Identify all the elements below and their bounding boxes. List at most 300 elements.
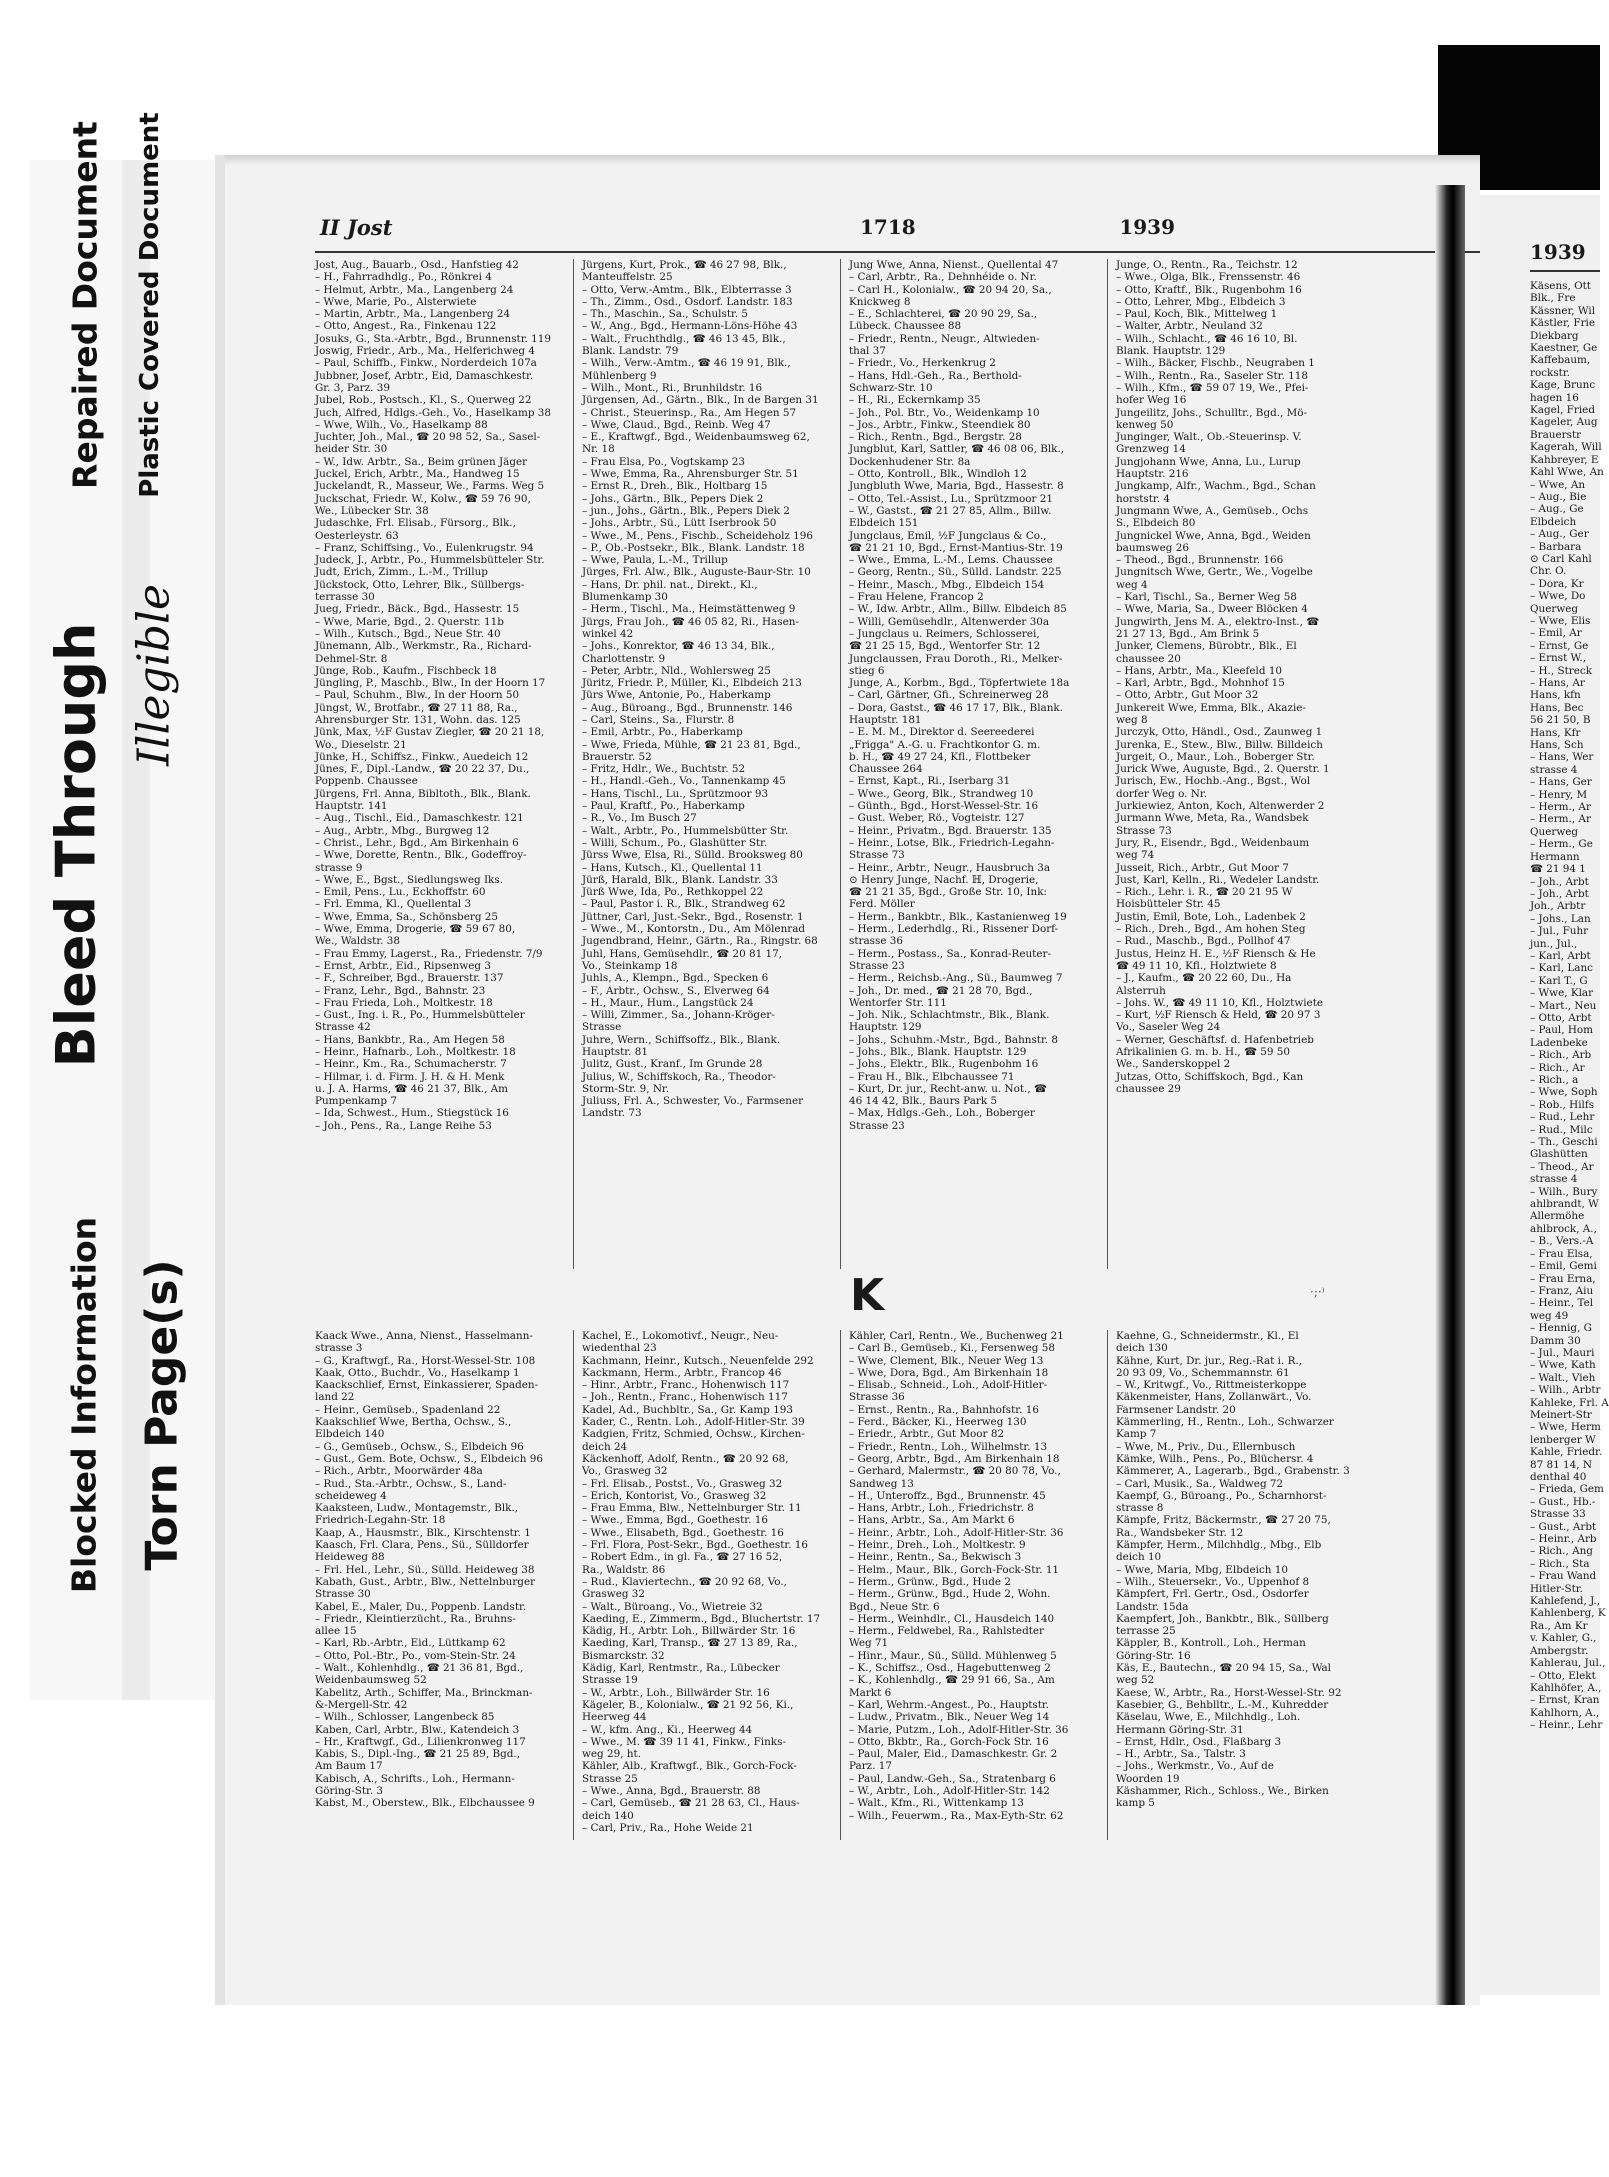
directory-entry: Kabisch, A., Schrifts., Loh., Hermann- xyxy=(315,1772,515,1785)
directory-entry: – Carl B., Gemüseb., Ki., Fersenweg 58 xyxy=(849,1342,1055,1355)
directory-entry: – Heinr., Dreh., Loh., Moltkestr. 9 xyxy=(849,1539,1026,1552)
facing-entry: – Dora, Kr xyxy=(1530,577,1584,590)
directory-entry: – W., Arbtr., Loh., Billwärder Str. 16 xyxy=(582,1686,770,1699)
directory-entry: – Carl, Musik., Sa., Waldweg 72 xyxy=(1116,1477,1284,1490)
directory-entry: Farmsener Landstr. 20 xyxy=(1116,1403,1236,1416)
directory-entry: – Helmut, Arbtr., Ma., Langenberg 24 xyxy=(315,283,514,296)
facing-entry: – Wwe, An xyxy=(1530,478,1586,491)
directory-entry: Elbdeich 151 xyxy=(849,517,919,530)
directory-entry: – Hans, Arbtr., Sa., Am Markt 6 xyxy=(849,1514,1015,1527)
directory-entry: – Paul, Pastor i. R., Blk., Strandweg 62 xyxy=(582,898,786,911)
directory-entry: – Wwe, Maria, Sa., Dweer Blöcken 4 xyxy=(1116,603,1308,616)
directory-entry: thal 37 xyxy=(849,345,886,358)
directory-entry: strasse 36 xyxy=(849,935,904,948)
directory-column xyxy=(582,1330,841,1840)
directory-entry: Elbdeich 140 xyxy=(315,1428,385,1441)
directory-entry: Dockenhudener Str. 8a xyxy=(849,455,971,468)
directory-entry: – Wwe, E., Bgst., Siedlungsweg Iks. xyxy=(315,873,503,886)
directory-entry: – Georg, Arbtr., Bgd., Am Birkenhain 18 xyxy=(849,1452,1060,1465)
directory-entry: – Rich., Arbtr., Moorwärder 48a xyxy=(315,1465,483,1478)
facing-entry: ☎ 21 94 1 xyxy=(1530,863,1586,876)
facing-page-entries xyxy=(1530,280,1609,1732)
directory-entry: Weg 71 xyxy=(849,1637,889,1650)
directory-entry: – Paul, Kraftf., Po., Haberkamp xyxy=(582,800,745,813)
directory-entry: Jueg, Friedr., Bäck., Bgd., Hassestr. 15 xyxy=(315,603,520,616)
facing-entry: – Rich., Arb xyxy=(1530,1049,1592,1062)
directory-entry: Grasweg 32 xyxy=(582,1588,646,1601)
directory-entry: dorfer Weg o. Nr. xyxy=(1116,787,1207,800)
directory-entry: Kaap, A., Hausmstr., Blk., Kirschtenstr. 1 xyxy=(315,1526,531,1539)
directory-entry: – Aug., Büroang., Bgd., Brunnenstr. 146 xyxy=(582,701,793,714)
directory-entry: – Otto, Angest., Ra., Finkenau 122 xyxy=(315,320,497,333)
directory-entry: – Johs., Blk., Blank. Hauptstr. 129 xyxy=(849,1046,1027,1058)
directory-entry: – Wwe, Claud., Bgd., Reinb. Weg 47 xyxy=(582,418,771,431)
directory-entry: – Wilh., Feuerwm., Ra., Max-Eyth-Str. 62 xyxy=(849,1809,1064,1822)
directory-entry: Wo., Dieselstr. 21 xyxy=(315,738,407,751)
directory-entry: – Wwe, M., Priv., Du., Ellernbusch xyxy=(1116,1440,1296,1453)
directory-entry: – Wwe, Wilh., Vo., Haselkamp 88 xyxy=(315,418,488,431)
directory-entry: Junge, A., Korbm., Bgd., Töpfertwiete 18a xyxy=(849,677,1070,690)
facing-entry: – Wwe, Soph xyxy=(1530,1086,1598,1099)
section-letter: K xyxy=(850,1270,885,1321)
directory-entry: deich 140 xyxy=(582,1809,634,1822)
facing-entry: Kahlefend, J., xyxy=(1530,1595,1601,1608)
directory-entry: Käppler, B., Kontroll., Loh., Herman xyxy=(1116,1637,1306,1650)
directory-entry: – Th., Zimm., Osd., Osdorf. Landstr. 183 xyxy=(582,295,793,308)
facing-entry: denthal 40 xyxy=(1530,1471,1587,1483)
directory-column xyxy=(582,259,841,1269)
facing-entry: Kaffebaum, xyxy=(1530,354,1591,367)
directory-entry: Jüngst, W., Brotfabr., ☎ 27 11 88, Ra., xyxy=(315,701,518,714)
directory-entry: Hauptstr. 81 xyxy=(582,1046,648,1058)
directory-entry: Jungblut, Karl, Sattler, ☎ 46 08 06, Blk., xyxy=(849,443,1065,456)
directory-entry: horststr. 4 xyxy=(1116,492,1170,505)
directory-entry: – Wwe, Maria, Mbg, Elbdeich 10 xyxy=(1116,1563,1289,1576)
directory-entry: Kädig, Karl, Rentmstr., Ra., Lübecker xyxy=(582,1662,780,1675)
facing-entry: Käsens, Ott xyxy=(1530,280,1591,292)
directory-entry: Kaeding, E., Zimmerm., Bgd., Bluchertstr. 17 xyxy=(582,1612,821,1625)
facing-entry: Hans, Kfr xyxy=(1530,726,1581,739)
directory-entry: ☎ 49 11 10, Kfl., Holztwiete 8 xyxy=(1116,959,1277,972)
directory-entry: 21 27 13, Bgd., Am Brink 5 xyxy=(1116,627,1260,640)
directory-entry: – Carl, Priv., Ra., Hohe Weide 21 xyxy=(582,1821,754,1834)
facing-entry: – Aug., Ge xyxy=(1530,503,1584,516)
directory-entry: – Heinr., Privatm., Bgd. Brauerstr. 135 xyxy=(849,824,1052,837)
directory-entry: – Friedr., Kleintierzücht., Ra., Bruhns- xyxy=(315,1612,516,1625)
directory-entry: – Herm., Grünw., Bgd., Hude 2 xyxy=(849,1575,1011,1588)
directory-entry: weg 29, ht. xyxy=(582,1748,641,1761)
directory-entry: – Heinr., Masch., Mbg., Elbdeich 154 xyxy=(849,578,1045,591)
directory-entry: – Heinr., Lotse, Blk., Friedrich-Legahn- xyxy=(849,836,1055,849)
directory-entry: – Frl. Flora, Post-Sekr., Bgd., Goethestr. 16 xyxy=(582,1539,809,1552)
directory-entry: Kämpfert, Frl. Gertr., Osd., Osdorfer xyxy=(1116,1588,1309,1601)
directory-entry: Strasse 23 xyxy=(849,1119,905,1132)
directory-entry: u. J. A. Harms, ☎ 46 21 37, Blk., Am xyxy=(315,1082,509,1095)
directory-entry: – Heinr., Arbtr., Loh., Adolf-Hitler-Str. 36 xyxy=(849,1526,1064,1539)
directory-entry: Charlottenstr. 9 xyxy=(582,652,666,665)
directory-entry: Ahrensburger Str. 131, Wohn. das. 125 xyxy=(315,713,521,726)
facing-entry: Kahleke, Frl. A xyxy=(1530,1396,1609,1409)
directory-entry: Grenzweg 14 xyxy=(1116,443,1186,456)
directory-entry: – E., Schlachterei, ☎ 20 90 29, Sa., xyxy=(849,308,1038,321)
directory-entry: – Johs. W., ☎ 49 11 10, Kfl., Holztwiete xyxy=(1116,996,1324,1009)
facing-entry: jun., Jul., xyxy=(1530,937,1578,950)
directory-entry: – P., Ob.-Postsekr., Blk., Blank. Landstr. 18 xyxy=(582,541,805,554)
directory-entry: – H., Arbtr., Sa., Talstr. 3 xyxy=(1116,1748,1246,1761)
directory-entry: Just, Karl, Kelln., Ri., Wedeler Landstr. xyxy=(1116,873,1320,886)
facing-entry: – Rich., Sta xyxy=(1530,1557,1590,1570)
directory-entry: – Joh., Rentn., Franc., Hohenwisch 117 xyxy=(582,1391,788,1404)
directory-entry: ☎ 21 21 10, Bgd., Ernst-Mantius-Str. 19 xyxy=(849,541,1063,554)
directory-entry: Parz. 17 xyxy=(849,1760,892,1773)
directory-entry: – Martin, Arbtr., Ma., Langenberg 24 xyxy=(315,308,511,321)
directory-entry: – Fritz, Hdlr., We., Buchtstr. 52 xyxy=(582,763,746,776)
directory-entry: – Otto, Tel.-Assist., Lu., Sprützmoor 21 xyxy=(849,492,1053,505)
directory-entry: Kaeding, Karl, Transp., ☎ 27 13 89, Ra., xyxy=(582,1637,798,1650)
directory-entry: – Otto, Lehrer, Mbg., Elbdeich 3 xyxy=(1116,295,1286,308)
directory-entry: Jünge, Rob., Kaufm., Fischbeck 18 xyxy=(315,664,497,677)
directory-entry: – Herm., Postass., Sa., Konrad-Reuter- xyxy=(849,947,1051,960)
directory-entry: – Karl, Tischl., Sa., Berner Weg 58 xyxy=(1116,591,1297,604)
facing-entry: – Ernst W., xyxy=(1530,652,1587,665)
directory-entry: – E. M. M., Direktor d. Seereederei xyxy=(849,726,1035,739)
directory-entry: Kachel, E., Lokomotivf., Neugr., Neu- xyxy=(582,1330,779,1342)
directory-entry: Kädig, H., Arbtr. Loh., Billwärder Str. 16 xyxy=(582,1625,796,1638)
directory-entry: – Frau Frieda, Loh., Moltkestr. 18 xyxy=(315,996,493,1009)
directory-entry: – Carl, Gemüseb., ☎ 21 28 63, Cl., Haus- xyxy=(582,1797,800,1810)
facing-entry: – Gust., Arbt xyxy=(1530,1520,1597,1533)
directory-entry: Schwarz-Str. 10 xyxy=(849,381,933,394)
directory-entry: – Karl, Arbtr., Bgd., Mohnhof 15 xyxy=(1116,677,1285,690)
facing-entry: Brauerstr xyxy=(1530,428,1582,441)
directory-entry: – Rud., Maschb., Bgd., Pollhof 47 xyxy=(1116,935,1291,948)
facing-entry: Kahlhorn, A., xyxy=(1530,1706,1600,1719)
directory-entry: – Hilmar, i. d. Firm. J. H. & H. Menk xyxy=(315,1070,505,1083)
facing-entry: Kästler, Frie xyxy=(1530,317,1596,330)
directory-entry: – G., Kraftwgf., Ra., Horst-Wessel-Str. 108 xyxy=(315,1354,536,1367)
directory-entry: – W., Arbtr., Loh., Adolf-Hitler-Str. 142 xyxy=(849,1784,1050,1797)
facing-page-year: 1939 xyxy=(1530,240,1586,264)
directory-entry: deich 130 xyxy=(1116,1342,1168,1355)
directory-entry: – Marie, Putzm., Loh., Adolf-Hitler-Str. 36 xyxy=(849,1723,1069,1736)
directory-entry: – Wwe, Dorette, Rentn., Blk., Godeffroy- xyxy=(315,849,527,862)
directory-entry: – F., Arbtr., Ochsw., S., Elverweg 64 xyxy=(582,984,770,997)
directory-entry: – Herm., Tischl., Ma., Heimstättenweg 9 xyxy=(582,603,796,616)
directory-entry: Jürss Wwe, Elsa, Ri., Sülld. Brooksweg 80 xyxy=(582,849,803,862)
facing-entry: Kahbreyer, E xyxy=(1530,453,1599,466)
facing-entry: – Hans, Ar xyxy=(1530,677,1585,689)
directory-entry: – Hinr., Maur., Sü., Sülld. Mühlenweg 5 xyxy=(849,1649,1057,1662)
facing-entry: – Paul, Hom xyxy=(1530,1024,1594,1037)
directory-entry: – Wwe., Elisabeth, Bgd., Goethestr. 16 xyxy=(582,1526,784,1539)
directory-entry: Kader, C., Rentn. Loh., Adolf-Hitler-Str. 39 xyxy=(582,1416,805,1429)
facing-entry: Glashütten xyxy=(1530,1148,1588,1161)
directory-entry: Kämmerer, A., Lagerarb., Bgd., Grabenstr. 3 xyxy=(1116,1465,1350,1478)
facing-entry: Hans, Sch xyxy=(1530,739,1584,752)
facing-entry: – Herm., Ar xyxy=(1530,801,1591,814)
directory-entry: Kaben, Carl, Arbtr., Blw., Katendeich 3 xyxy=(315,1723,520,1736)
directory-entry: – Frau Elsa, Po., Vogtskamp 23 xyxy=(582,455,745,468)
directory-entry: ☎ 21 21 35, Bgd., Große Str. 10, Ink: xyxy=(849,886,1048,899)
directory-entry: heider Str. 30 xyxy=(315,443,388,456)
directory-entry: Vo., Saseler Weg 24 xyxy=(1116,1021,1221,1034)
directory-entry: – Paul, Schuhm., Blw., In der Hoorn 50 xyxy=(315,689,520,702)
facing-entry: ahlbrock, A., xyxy=(1530,1222,1597,1235)
directory-entry: – Ferd., Bäcker, Ki., Heerweg 130 xyxy=(849,1416,1027,1429)
directory-entry: – Wwe, Marie, Po., Alsterwiete xyxy=(315,295,477,308)
facing-entry: – Aug., Bie xyxy=(1530,490,1587,503)
directory-entry: Lübeck. Chaussee 88 xyxy=(849,320,962,333)
directory-entry: – Herm., Weinhdlr., Cl., Hausdeich 140 xyxy=(849,1612,1055,1625)
directory-entry: – K., Kohlenhdlg., ☎ 29 91 66, Sa., Am xyxy=(849,1674,1055,1687)
directory-entry: Heideweg 88 xyxy=(315,1551,385,1564)
directory-entry: – Aug., Tischl., Eid., Damaschkestr. 121 xyxy=(315,812,524,825)
directory-entry: – Th., Maschin., Sa., Schulstr. 5 xyxy=(582,308,749,321)
facing-entry: ahlbrandt, W xyxy=(1530,1198,1599,1211)
directory-entry: Kähne, Kurt, Dr. jur., Reg.-Rat i. R., xyxy=(1116,1354,1303,1367)
directory-entry: – Frl. Hel., Lehr., Sü., Sülld. Heideweg 38 xyxy=(315,1563,535,1576)
directory-entry: Jungeilitz, Johs., Schulltr., Bgd., Mö- xyxy=(1116,406,1308,419)
directory-entry: Strasse 23 xyxy=(849,959,905,972)
directory-entry: Kaaksteen, Ludw., Montagemstr., Blk., xyxy=(315,1502,519,1515)
directory-entry: – Christ., Lehr., Bgd., Am Birkenhain 6 xyxy=(315,836,519,849)
directory-entry: – Hinr., Arbtr., Franc., Hohenwisch 117 xyxy=(582,1379,790,1392)
directory-entry: chaussee 29 xyxy=(1116,1082,1181,1095)
directory-column xyxy=(1116,1330,1375,1840)
directory-entry: – Ernst, Hdlr., Osd., Flaßbarg 3 xyxy=(1116,1735,1282,1748)
directory-entry: terrasse 30 xyxy=(315,591,375,604)
directory-entry: – Herm., Reichsb.-Ang., Sü., Baumweg 7 xyxy=(849,972,1063,985)
directory-entry: – Hans, Arbtr., Ma., Kleefeld 10 xyxy=(1116,664,1283,677)
directory-entry: Kaempf, G., Büroang., Po., Scharnhorst- xyxy=(1116,1489,1327,1502)
directory-entry: Kaack Wwe., Anna, Nienst., Hasselmann- xyxy=(315,1330,533,1342)
facing-entry: – Hans, Ger xyxy=(1530,776,1592,789)
directory-entry: Käselau, Wwe, E., Milchhdlg., Loh. xyxy=(1116,1711,1301,1724)
directory-entry: Kabst, M., Oberstew., Blk., Elbchaussee 9 xyxy=(315,1797,535,1810)
directory-entry: Wentorfer Str. 111 xyxy=(849,996,947,1009)
directory-entry: Nr. 18 xyxy=(582,443,615,456)
directory-entry: – K., Schiffsz., Osd., Hagebuttenweg 2 xyxy=(849,1662,1051,1675)
directory-entry: ☎ 21 25 15, Bgd., Wentorfer Str. 12 xyxy=(849,640,1041,653)
directory-entry: Jüttner, Carl, Just.-Sekr., Bgd., Rosenstr. 1 xyxy=(582,910,804,923)
directory-entry: Vo., Grasweg 32 xyxy=(582,1465,668,1478)
directory-entry: Blank. Landstr. 79 xyxy=(582,345,679,358)
label-blocked-information: Blocked Information xyxy=(64,1216,104,1594)
facing-entry: – Barbara xyxy=(1530,540,1582,553)
facing-entry: – Wwe, Elis xyxy=(1530,614,1591,627)
facing-header-rule xyxy=(1530,270,1600,272)
directory-entry: – F., Schreiber, Bgd., Brauerstr. 137 xyxy=(315,972,504,985)
directory-entry: – Wwe., M. ☎ 39 11 41, Finkw., Finks- xyxy=(582,1735,786,1748)
directory-entry: – Max, Hdlgs.-Geh., Loh., Boberger xyxy=(849,1107,1035,1120)
directory-entry: allee 15 xyxy=(315,1625,357,1638)
facing-entry: – Karl T., G xyxy=(1530,974,1588,987)
facing-entry: Ambergstr. xyxy=(1530,1644,1589,1657)
directory-entry: We., Waldstr. 38 xyxy=(315,935,400,948)
facing-entry: – Wwe, Herm xyxy=(1530,1421,1601,1434)
lower-entries xyxy=(315,1330,1375,1840)
facing-entry: – Mart., Neu xyxy=(1530,999,1597,1012)
directory-entry: We., Lübecker Str. 38 xyxy=(315,504,429,517)
directory-entry: – Wwe, Emma, Sa., Schönsberg 25 xyxy=(315,910,498,923)
directory-entry: – Paul, Schiffb., Finkw., Norderdeich 107a xyxy=(315,357,537,370)
directory-entry: Jückstock, Otto, Lehrer, Blk., Süllbergs- xyxy=(315,578,525,591)
facing-entry: – Heinr., Tel xyxy=(1530,1297,1594,1310)
directory-entry: – Kurt, Dr. jur., Recht-anw. u. Not., ☎ xyxy=(849,1082,1047,1095)
running-head: II Jost xyxy=(320,215,393,240)
directory-entry: Manteuffelstr. 25 xyxy=(582,271,673,284)
facing-entry: Blk., Fre xyxy=(1530,292,1576,305)
directory-entry: – Wwe., M., Pens., Fischb., Scheideholz 196 xyxy=(582,529,814,542)
directory-entry: – Wwe, Paula, L.-M., Trillup xyxy=(582,554,728,567)
facing-entry: – Jul., Mauri xyxy=(1530,1346,1595,1359)
directory-entry: Friedrich-Legahn-Str. 18 xyxy=(315,1514,446,1527)
directory-entry: – Wwe, Frieda, Mühle, ☎ 21 23 81, Bgd., xyxy=(582,738,801,751)
directory-entry: Juhre, Wern., Schiffsoffz., Blk., Blank. xyxy=(582,1033,781,1046)
directory-entry: Knickweg 8 xyxy=(849,295,911,308)
directory-entry: – Herm., Bankbtr., Blk., Kastanienweg 19 xyxy=(849,910,1067,923)
facing-entry: – Ernst, Kran xyxy=(1530,1694,1600,1707)
directory-entry: weg 74 xyxy=(1116,849,1155,862)
directory-entry: Kasebier, G., Behblltr., L.-M., Kuhredder xyxy=(1116,1698,1329,1711)
directory-entry: Landstr. 73 xyxy=(582,1107,642,1120)
directory-entry: Kähler, Carl, Rentn., We., Buchenweg 21 xyxy=(849,1330,1064,1342)
directory-entry: Kabath, Gust., Arbtr., Blw., Nettelnburger xyxy=(315,1575,536,1588)
directory-entry: – Paul, Koch, Blk., Mittelweg 1 xyxy=(1116,308,1278,321)
facing-entry: Diekbarg xyxy=(1530,329,1579,342)
directory-entry: – Wwe., M., Kontorstn., Du., Am Mölenrad xyxy=(582,923,806,936)
directory-entry: Jung Wwe, Anna, Nienst., Quellental 47 xyxy=(849,259,1059,271)
facing-entry: Elbdeich xyxy=(1530,515,1577,528)
directory-entry: – Helm., Maur., Blk., Gorch-Fock-Str. 11 xyxy=(849,1563,1060,1576)
directory-entry: – Otto, Kraftf., Blk., Rugenbohm 16 xyxy=(1116,283,1302,296)
directory-entry: – Hans, Arbtr., Loh., Friedrichstr. 8 xyxy=(849,1502,1034,1515)
directory-entry: Jünes, F., Dipl.-Landw., ☎ 20 22 37, Du., xyxy=(315,763,530,776)
directory-entry: – Gerhard, Malermstr., ☎ 20 80 78, Vo., xyxy=(849,1465,1061,1478)
facing-entry: – Herm., Ar xyxy=(1530,813,1591,826)
label-torn-pages: Torn Page(s) xyxy=(136,1259,188,1571)
directory-entry: Justin, Emil, Bote, Loh., Ladenbek 2 xyxy=(1116,910,1306,923)
directory-entry: Jürs Wwe, Antonie, Po., Haberkamp xyxy=(582,689,771,702)
directory-entry: „Frigga" A.-G. u. Frachtkontor G. m. xyxy=(849,738,1041,751)
directory-entry: – Wwe, Emma, Ra., Ahrensburger Str. 51 xyxy=(582,468,799,481)
directory-entry: Jungclaus, Emil, ½F Jungclaus & Co., xyxy=(849,529,1047,542)
directory-entry: – R., Vo., Im Busch 27 xyxy=(582,812,697,825)
facing-entry: – Frau Elsa, xyxy=(1530,1247,1593,1260)
directory-entry: wiedenthal 23 xyxy=(582,1342,657,1355)
directory-entry: – Hans, Tischl., Lu., Sprützmoor 93 xyxy=(582,787,769,800)
directory-entry: Jurmann Wwe, Meta, Ra., Wandsbek xyxy=(1116,812,1309,825)
directory-entry: – Friedr., Rentn., Neugr., Altwieden- xyxy=(849,332,1040,345)
directory-entry: Juckschat, Friedr. W., Kolw., ☎ 59 76 90, xyxy=(315,492,531,505)
directory-entry: Jüritz, Friedr. P., Müller, Ki., Elbdeich 213 xyxy=(582,677,802,690)
facing-entry: – Heinr., Lehr xyxy=(1530,1719,1603,1732)
facing-entry: – Rud., Milc xyxy=(1530,1123,1593,1136)
directory-entry: Junge, O., Rentn., Ra., Teichstr. 12 xyxy=(1116,259,1298,271)
facing-entry: – Heinr., Arb xyxy=(1530,1533,1597,1546)
directory-entry: b. H., ☎ 49 27 24, Kfl., Flottbeker xyxy=(849,750,1031,763)
directory-entry: – Theod., Bgd., Brunnenstr. 166 xyxy=(1116,554,1284,567)
facing-entry: – Henry, M xyxy=(1530,788,1588,801)
directory-entry: – Wilh., Kutsch., Bgd., Neue Str. 40 xyxy=(315,627,501,640)
directory-entry: Juliuss, Frl. A., Schwester, Vo., Farmsener xyxy=(582,1095,804,1108)
directory-entry: Bismarckstr. 32 xyxy=(582,1649,665,1662)
page-number: 1718 xyxy=(860,215,916,239)
facing-entry: Joh., Arbtr xyxy=(1530,900,1586,913)
directory-entry: – Wilh., Verw.-Amtm., ☎ 46 19 91, Blk., xyxy=(582,357,791,370)
directory-entry: – Heinr., Gemüseb., Spadenland 22 xyxy=(315,1403,501,1416)
facing-entry: Hitler-Str. xyxy=(1530,1582,1583,1595)
directory-entry: Kadel, Ad., Buchbltr., Sa., Gr. Kamp 193 xyxy=(582,1403,794,1416)
directory-entry: – Emil, Arbtr., Po., Haberkamp xyxy=(582,726,743,739)
directory-entry: – Georg, Rentn., Sü., Sülld. Landstr. 225 xyxy=(849,566,1062,579)
directory-entry: – Joh., Pol. Btr., Vo., Weidenkamp 10 xyxy=(849,406,1040,419)
facing-entry: Kässner, Wil xyxy=(1530,304,1596,317)
directory-entry: Jungbluth Wwe, Maria, Bgd., Hassestr. 8 xyxy=(849,480,1064,493)
directory-entry: Juckel, Erich, Arbtr., Ma., Handweg 15 xyxy=(315,468,520,481)
directory-entry: Ra., Wandsbeker Str. 12 xyxy=(1116,1526,1244,1539)
directory-entry: We., Sanderskoppel 2 xyxy=(1116,1058,1231,1071)
directory-entry: – Walt., Kohlenhdlg., ☎ 21 36 81, Bgd., xyxy=(315,1662,524,1675)
directory-entry: – Wwe., Emma, L.-M., Lems. Chaussee xyxy=(849,554,1053,567)
label-illegible: Illegible xyxy=(128,583,180,767)
directory-entry: Bgd., Neue Str. 6 xyxy=(849,1600,940,1613)
facing-entry: – Rud., Lehr xyxy=(1530,1111,1595,1124)
directory-entry: – G., Gemüseb., Ochsw., S., Elbdeich 96 xyxy=(315,1440,524,1453)
directory-entry: Pumpenkamp 7 xyxy=(315,1095,397,1108)
directory-entry: – Ernst R., Dreh., Blk., Holtbarg 15 xyxy=(582,480,768,493)
directory-entry: kamp 5 xyxy=(1116,1797,1155,1810)
directory-entry: – Walter, Arbtr., Neuland 32 xyxy=(1116,320,1263,333)
directory-entry: Heerweg 44 xyxy=(582,1711,647,1724)
facing-entry: – Rob., Hilfs xyxy=(1530,1098,1595,1111)
facing-entry: – Franz, Aiu xyxy=(1530,1284,1594,1297)
directory-entry: Strasse 36 xyxy=(849,1391,905,1404)
directory-page xyxy=(215,155,1480,2005)
directory-entry: – Robert Edm., in gl. Fa., ☎ 27 16 52, xyxy=(582,1551,783,1564)
facing-entry: Ladenbeke xyxy=(1530,1036,1588,1049)
facing-entry: – Th., Geschi xyxy=(1530,1136,1598,1149)
directory-entry: – Karl, Wehrm.-Angest., Po., Hauptstr. xyxy=(849,1698,1050,1711)
directory-entry: Justus, Heinz H. E., ½F Riensch & He xyxy=(1116,947,1316,960)
directory-entry: Storm-Str. 9, Nr. xyxy=(582,1082,670,1095)
directory-entry: Jurgeit, O., Maur., Loh., Boberger Str. xyxy=(1116,750,1315,763)
facing-entry: Kage, Brunc xyxy=(1530,379,1596,392)
directory-entry: Hoisbütteler Str. 45 xyxy=(1116,898,1221,911)
directory-entry: – Willi, Gemüsehdlr., Altenwerder 30a xyxy=(849,615,1050,628)
directory-entry: Judt, Erich, Zimm., L.-M., Trillup xyxy=(315,566,488,579)
directory-entry: – Peter, Arbtr., Nld., Wohlersweg 25 xyxy=(582,664,771,677)
directory-entry: Strasse 25 xyxy=(582,1772,638,1785)
directory-entry: Strasse 30 xyxy=(315,1588,371,1601)
directory-entry: – Frl. Emma, Kl., Quellental 3 xyxy=(315,898,472,911)
directory-entry: – Ernst, Kapt., Ri., Iserbarg 31 xyxy=(849,775,1011,788)
directory-entry: – Frau Helene, Francop 2 xyxy=(849,591,984,604)
directory-entry: – Heinr., Arbtr., Neugr., Hausbruch 3a xyxy=(849,861,1051,874)
facing-entry: hagen 16 xyxy=(1530,391,1579,404)
directory-entry: Landstr. 15da xyxy=(1116,1600,1189,1613)
directory-entry: Brauerstr. 52 xyxy=(582,750,652,763)
facing-entry: Kahlhöfer, A., xyxy=(1530,1681,1602,1694)
directory-entry: Juckelandt, R., Masseur, We., Farms. Weg 5 xyxy=(315,480,545,493)
directory-entry: Julitz, Gust., Kranf., Im Grunde 28 xyxy=(582,1058,763,1071)
facing-entry: – Rich., Ar xyxy=(1530,1061,1585,1074)
facing-entry: Querweg xyxy=(1530,602,1579,615)
directory-entry: deich 10 xyxy=(1116,1551,1162,1564)
directory-entry: Afrikalinien G. m. b. H., ☎ 59 50 xyxy=(1116,1046,1290,1058)
facing-entry: – H., Streck xyxy=(1530,664,1592,677)
directory-entry: – Johs., Werkmstr., Vo., Auf de xyxy=(1116,1760,1274,1773)
